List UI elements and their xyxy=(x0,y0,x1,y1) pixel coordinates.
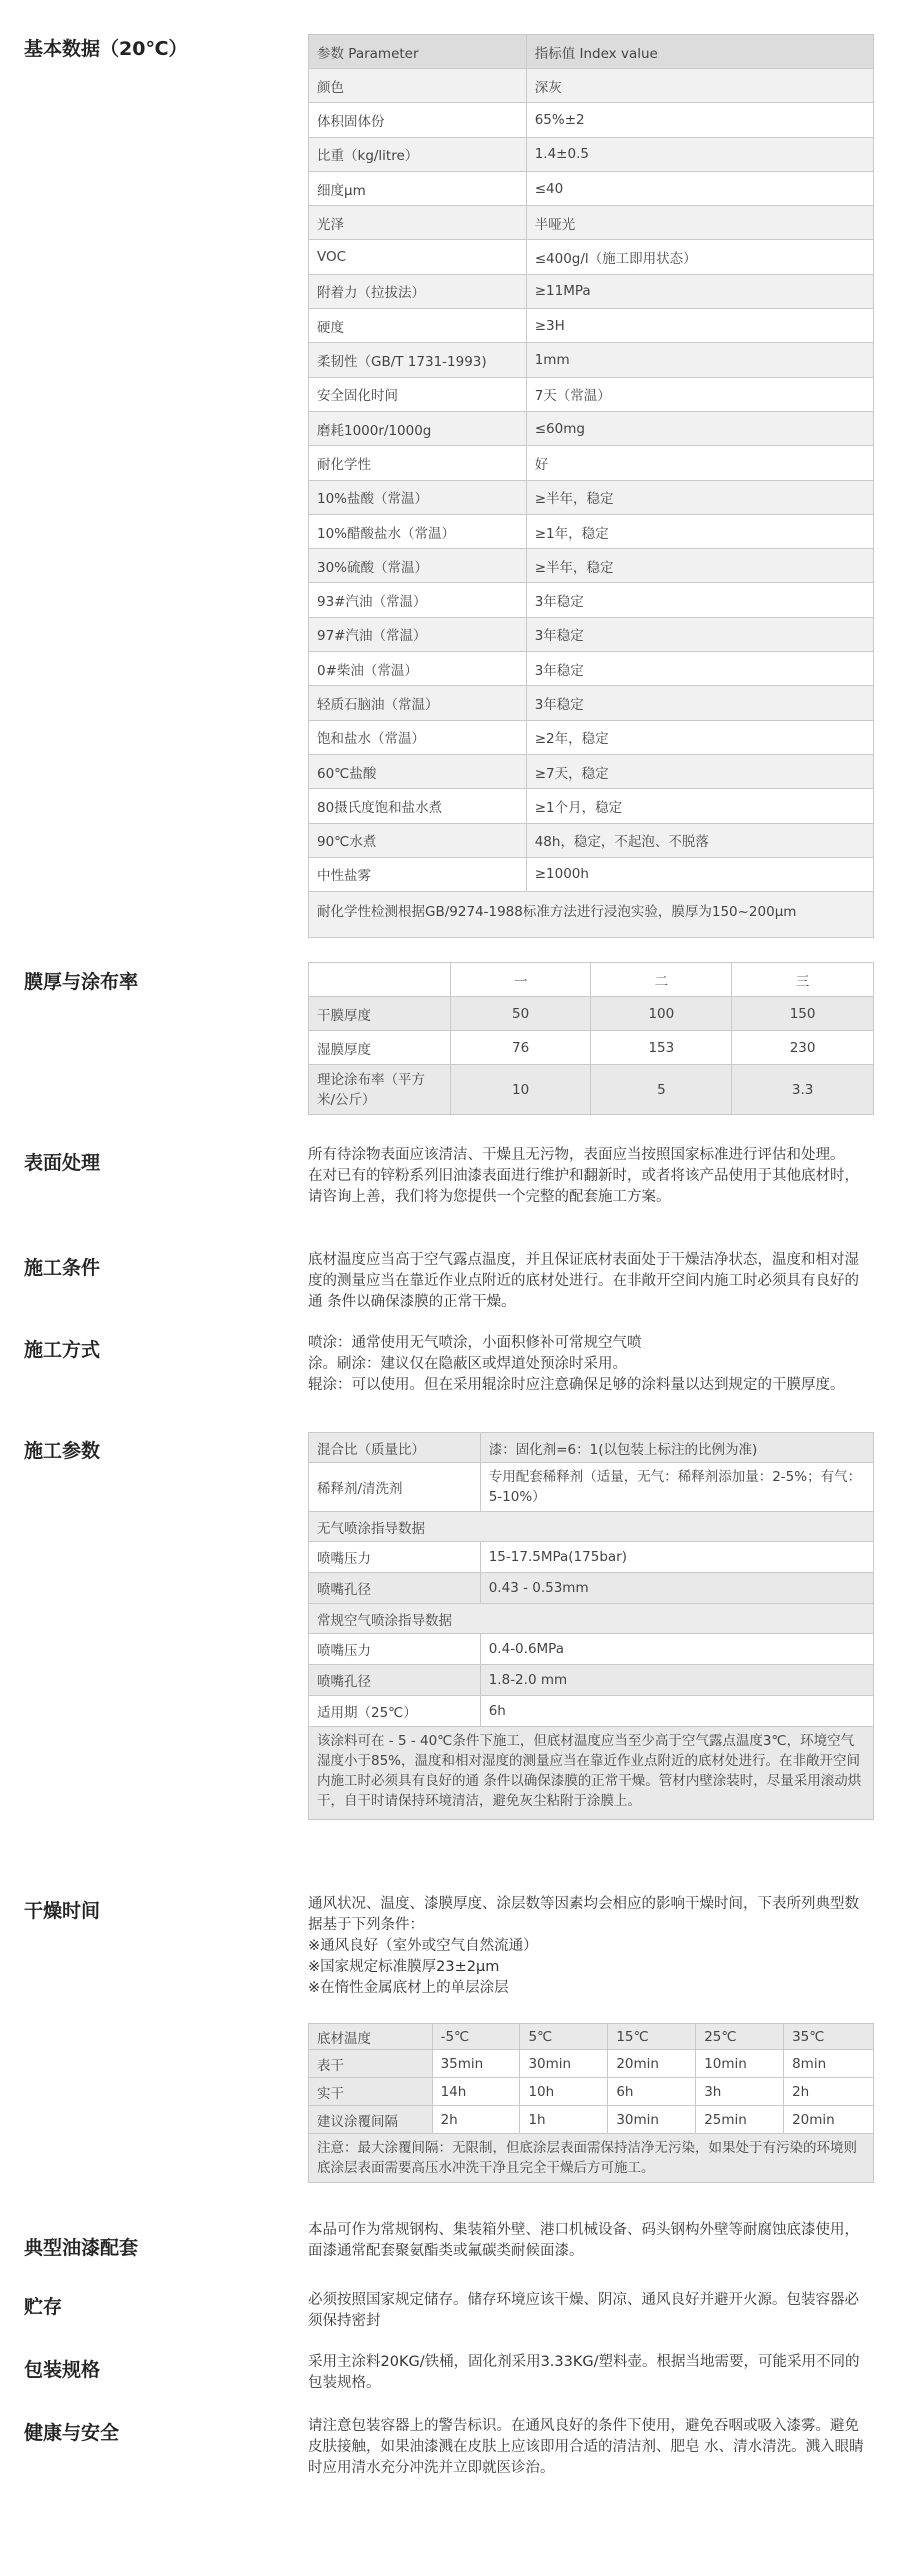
cell: 5 xyxy=(591,1065,732,1115)
table-row xyxy=(309,2106,874,2134)
param-cell: 磨耗1000r/1000g xyxy=(309,411,527,445)
cell: 50 xyxy=(450,997,591,1031)
table-row xyxy=(309,789,874,823)
table-subheader xyxy=(309,1604,874,1634)
param-cell: 93#汽油（常温） xyxy=(309,583,527,617)
airless-tip-label: 喷嘴孔径 xyxy=(309,1573,481,1604)
drying-intro: 通风状况、温度、漆膜厚度、涂层数等因素均会相应的影响干燥时间，下表所列典型数据基于下列条件： ※通风良好（室外或空气自然流通） ※国家规定标准膜厚23±2μm ※在惰性金属底材上的单层涂层 xyxy=(308,1896,859,1996)
storage-text: 必须按照国家规定储存。储存环境应该干燥、阴凉、通风良好并避开火源。包装容器必须保持密封 xyxy=(308,2292,859,2329)
param-cell: 附着力（拉拔法） xyxy=(309,274,527,308)
table-row xyxy=(309,652,874,686)
table-row xyxy=(309,997,874,1031)
packing-text: 采用主涂料20KG/铁桶，固化剂采用3.33KG/塑料壶。根据当地需要，可能采用不同的包装规格。 xyxy=(308,2354,860,2391)
section-title-conditions: 施工条件 xyxy=(24,1257,101,1279)
header-cell: 25℃ xyxy=(696,2024,784,2050)
row-label: 干膜厚度 xyxy=(309,997,451,1031)
param-cell: 体积固体份 xyxy=(309,103,527,137)
param-cell: 光泽 xyxy=(309,206,527,240)
table-row xyxy=(309,206,874,240)
header-cell: -5℃ xyxy=(432,2024,520,2050)
airless-tip-value: 0.43 - 0.53mm xyxy=(480,1573,873,1604)
table-row xyxy=(309,1031,874,1065)
section-title-thickness: 膜厚与涂布率 xyxy=(24,971,139,993)
table-row xyxy=(309,549,874,583)
row-label: 理论涂布率（平方米/公斤） xyxy=(309,1065,451,1115)
thinner-value: 专用配套稀释剂（适量，无气：稀释剂添加量：2-5%；有气：5-10%） xyxy=(480,1463,873,1512)
table-note-row xyxy=(309,2134,874,2183)
cell: 2h xyxy=(432,2106,520,2134)
header-cell: 15℃ xyxy=(608,2024,696,2050)
cell: 3h xyxy=(696,2078,784,2106)
table-row xyxy=(309,2050,874,2078)
value-cell: 3年稳定 xyxy=(526,686,873,720)
value-cell: 7天（常温） xyxy=(526,377,873,411)
value-cell: ≥半年，稳定 xyxy=(526,480,873,514)
value-cell: 1.4±0.5 xyxy=(526,137,873,171)
cell: 150 xyxy=(732,997,874,1031)
section-title-storage: 贮存 xyxy=(24,2296,63,2318)
param-cell: 10%醋酸盐水（常温） xyxy=(309,514,527,548)
param-cell: 80摄氏度饱和盐水煮 xyxy=(309,789,527,823)
cell: 35min xyxy=(432,2050,520,2078)
cell: 14h xyxy=(432,2078,520,2106)
row-label: 表干 xyxy=(309,2050,433,2078)
header-cell: 5℃ xyxy=(520,2024,608,2050)
cell: 10min xyxy=(696,2050,784,2078)
thinner-label: 稀释剂/清洗剂 xyxy=(309,1463,481,1512)
param-cell: 30%硫酸（常温） xyxy=(309,549,527,583)
table-note-row xyxy=(309,892,874,938)
table-note-row xyxy=(309,1727,874,1820)
value-cell: 65%±2 xyxy=(526,103,873,137)
table-header-row xyxy=(309,2024,874,2050)
value-cell: ≤40 xyxy=(526,171,873,205)
table-row xyxy=(309,446,874,480)
param-cell: 硬度 xyxy=(309,309,527,343)
section-title-packing: 包装规格 xyxy=(24,2359,101,2381)
value-cell: 深灰 xyxy=(526,69,873,103)
value-cell: ≥1个月，稳定 xyxy=(526,789,873,823)
table-row xyxy=(309,274,874,308)
cell: 153 xyxy=(591,1031,732,1065)
value-cell: ≤400g/l（施工即用状态） xyxy=(526,240,873,274)
system-text: 本品可作为常规钢构、集装箱外壁、港口机械设备、码头钢构外壁等耐腐蚀底漆使用，面漆通常配套聚氨酯类或氟碳类耐候面漆。 xyxy=(308,2222,859,2259)
drying-table xyxy=(308,2023,874,2183)
cell: 6h xyxy=(608,2078,696,2106)
table-subheader xyxy=(309,1512,874,1542)
section-title-surface: 表面处理 xyxy=(24,1152,101,1174)
surface-text: 所有待涂物表面应该清洁、干燥且无污物，表面应当按照国家标准进行评估和处理。 在对已有的锌粉系列旧油漆表面进行维护和翻新时，或者将该产品使用于其他底材时，请咨询上善，我们将为您提供一个完整的配套施工方案。 xyxy=(308,1147,859,1205)
table-row xyxy=(309,583,874,617)
table-row xyxy=(309,240,874,274)
table-row xyxy=(309,309,874,343)
table-row xyxy=(309,1573,874,1604)
value-cell: ≥11MPa xyxy=(526,274,873,308)
param-cell: 比重（kg/litre） xyxy=(309,137,527,171)
value-cell: 3年稳定 xyxy=(526,652,873,686)
param-cell: 60℃盐酸 xyxy=(309,754,527,788)
value-cell: ≥2年，稳定 xyxy=(526,720,873,754)
table-row xyxy=(309,137,874,171)
cell: 230 xyxy=(732,1031,874,1065)
section-title-methods: 施工方式 xyxy=(24,1339,101,1361)
value-cell: 好 xyxy=(526,446,873,480)
methods-text: 喷涂：通常使用无气喷涂，小面积修补可常规空气喷 涂。刷涂：建议仅在隐蔽区或焊道处预涂时采用。 辊涂：可以使用。但在采用辊涂时应注意确保足够的涂料量以达到规定的干膜厚度。 xyxy=(308,1335,845,1393)
table-row xyxy=(309,171,874,205)
table-row xyxy=(309,103,874,137)
param-cell: 90℃水煮 xyxy=(309,823,527,857)
header-cell: 二 xyxy=(591,963,732,997)
cell: 25min xyxy=(696,2106,784,2134)
header-param: 参数 Parameter xyxy=(309,35,527,69)
application-params-table xyxy=(308,1432,874,1820)
header-cell: 一 xyxy=(450,963,591,997)
cell: 100 xyxy=(591,997,732,1031)
potlife-label: 适用期（25℃） xyxy=(309,1696,481,1727)
table-header-row xyxy=(309,35,874,69)
header-cell: 三 xyxy=(732,963,874,997)
table-row xyxy=(309,823,874,857)
basic-data-table xyxy=(308,34,874,938)
value-cell: ≥1000h xyxy=(526,857,873,891)
row-label: 实干 xyxy=(309,2078,433,2106)
value-cell: ≤60mg xyxy=(526,411,873,445)
air-tip-label: 喷嘴孔径 xyxy=(309,1665,481,1696)
airless-pressure-value: 15-17.5MPa(175bar) xyxy=(480,1542,873,1573)
param-cell: VOC xyxy=(309,240,527,274)
param-cell: 安全固化时间 xyxy=(309,377,527,411)
table-row xyxy=(309,1696,874,1727)
value-cell: ≥3H xyxy=(526,309,873,343)
cell: 8min xyxy=(784,2050,874,2078)
air-tip-value: 1.8-2.0 mm xyxy=(480,1665,873,1696)
table-row xyxy=(309,686,874,720)
value-cell: ≥半年，稳定 xyxy=(526,549,873,583)
table-row xyxy=(309,1634,874,1665)
params-note: 该涂料可在 - 5 - 40℃条件下施工，但底材温度应当至少高于空气露点温度3℃，环境空气湿度小于85%，温度和相对湿度的测量应当在靠近作业点附近的底材处进行。在非敞开空间内施工时必须具有良好的通 条件以确保漆膜的正常干燥。管材内壁涂装时，尽量采用滚动烘干，自干时请保持环境清洁，避免灰尘粘附于涂膜上。 xyxy=(309,1727,874,1820)
value-cell: 48h，稳定，不起泡、不脱落 xyxy=(526,823,873,857)
param-cell: 饱和盐水（常温） xyxy=(309,720,527,754)
row-label: 建议涂覆间隔 xyxy=(309,2106,433,2134)
cell: 30min xyxy=(608,2106,696,2134)
cell: 2h xyxy=(784,2078,874,2106)
cell: 20min xyxy=(784,2106,874,2134)
section-title-safety: 健康与安全 xyxy=(24,2422,120,2444)
value-cell: 3年稳定 xyxy=(526,583,873,617)
table-row xyxy=(309,1542,874,1573)
cell: 1h xyxy=(520,2106,608,2134)
cell: 30min xyxy=(520,2050,608,2078)
table-row xyxy=(309,514,874,548)
value-cell: 半哑光 xyxy=(526,206,873,240)
table-row xyxy=(309,2078,874,2106)
header-cell: 底材温度 xyxy=(309,2024,433,2050)
param-cell: 细度μm xyxy=(309,171,527,205)
table-row xyxy=(309,69,874,103)
safety-text: 请注意包装容器上的警告标识。在通风良好的条件下使用，避免吞咽或吸入漆雾。避免皮肤接触，如果油漆溅在皮肤上应该即用合适的清洁剂、肥皂 水、清水清洗。溅入眼睛时应用清水充分冲洗并立即就医诊治。 xyxy=(308,2418,864,2476)
table-header-row xyxy=(309,963,874,997)
table-row xyxy=(309,343,874,377)
cell: 3.3 xyxy=(732,1065,874,1115)
header-value: 指标值 Index value xyxy=(526,35,873,69)
table-row xyxy=(309,720,874,754)
airless-pressure-label: 喷嘴压力 xyxy=(309,1542,481,1573)
row-label: 湿膜厚度 xyxy=(309,1031,451,1065)
section-title-params: 施工参数 xyxy=(24,1440,101,1462)
air-pressure-label: 喷嘴压力 xyxy=(309,1634,481,1665)
table-row xyxy=(309,411,874,445)
cell: 10h xyxy=(520,2078,608,2106)
airless-title: 无气喷涂指导数据 xyxy=(309,1512,874,1542)
header-cell: 35℃ xyxy=(784,2024,874,2050)
air-pressure-value: 0.4-0.6MPa xyxy=(480,1634,873,1665)
section-title-drying: 干燥时间 xyxy=(24,1900,101,1922)
cell: 76 xyxy=(450,1031,591,1065)
param-cell: 97#汽油（常温） xyxy=(309,617,527,651)
param-cell: 0#柴油（常温） xyxy=(309,652,527,686)
mix-label: 混合比（质量比） xyxy=(309,1433,481,1463)
table-row xyxy=(309,480,874,514)
air-title: 常规空气喷涂指导数据 xyxy=(309,1604,874,1634)
table-row xyxy=(309,1463,874,1512)
table-row xyxy=(309,1433,874,1463)
section-title-system: 典型油漆配套 xyxy=(24,2237,139,2259)
param-cell: 颜色 xyxy=(309,69,527,103)
table-row xyxy=(309,754,874,788)
table-row xyxy=(309,857,874,891)
conditions-text: 底材温度应当高于空气露点温度，并且保证底材表面处于干燥洁净状态，温度和相对湿度的测量应当在靠近作业点附近的底材处进行。在非敞开空间内施工时必须具有良好的通 条件以确保漆膜的正常干燥。 xyxy=(308,1252,859,1310)
potlife-value: 6h xyxy=(480,1696,873,1727)
cell: 20min xyxy=(608,2050,696,2078)
table-row xyxy=(309,617,874,651)
value-cell: ≥1年，稳定 xyxy=(526,514,873,548)
param-cell: 轻质石脑油（常温） xyxy=(309,686,527,720)
table-row xyxy=(309,377,874,411)
cell: 10 xyxy=(450,1065,591,1115)
value-cell: 1mm xyxy=(526,343,873,377)
table-row xyxy=(309,1665,874,1696)
mix-value: 漆：固化剂=6：1(以包装上标注的比例为准) xyxy=(480,1433,873,1463)
basic-note: 耐化学性检测根据GB/9274-1988标准方法进行浸泡实验，膜厚为150~200μm xyxy=(309,892,874,938)
value-cell: 3年稳定 xyxy=(526,617,873,651)
param-cell: 柔韧性（GB/T 1731-1993) xyxy=(309,343,527,377)
section-title-basic: 基本数据（20℃） xyxy=(24,38,188,60)
thickness-table xyxy=(308,962,874,1115)
drying-note: 注意：最大涂覆间隔：无限制，但底涂层表面需保持洁净无污染，如果处于有污染的环境则底涂层表面需要高压水冲洗干净且完全干燥后方可施工。 xyxy=(309,2134,874,2183)
param-cell: 10%盐酸（常温） xyxy=(309,480,527,514)
value-cell: ≥7天，稳定 xyxy=(526,754,873,788)
table-row xyxy=(309,1065,874,1115)
header-cell xyxy=(309,963,451,997)
param-cell: 中性盐雾 xyxy=(309,857,527,891)
param-cell: 耐化学性 xyxy=(309,446,527,480)
